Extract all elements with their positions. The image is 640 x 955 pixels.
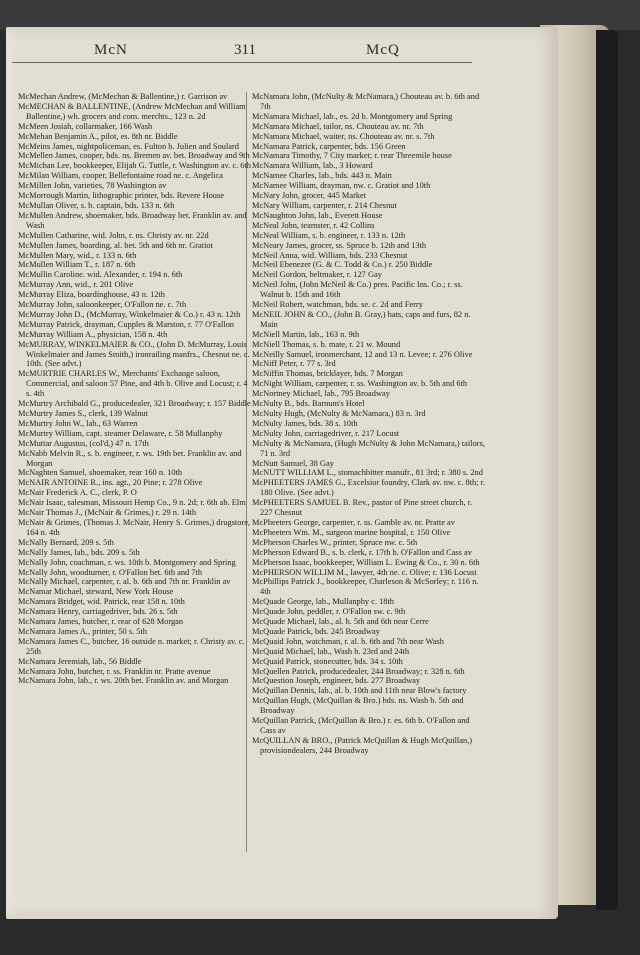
- directory-entry: McMurray John, saloonkeeper, O'Fallon ne. c. 7th: [18, 300, 187, 310]
- directory-entry: McNair Isaac, salesman, Missouri Hemp Co., 9 n. 2d; r. 6th ab. Elm: [18, 498, 246, 508]
- directory-entry: McPherson Edward B., s. b. clerk, r. 17th b. O'Fallon and Cass av: [252, 547, 472, 557]
- directory-entry: McQuade Michael, lab., al. b. 5th and 6th near Cerre: [252, 617, 429, 627]
- directory-entry: McMechan Andrew, (McMechan & Ballentine,) r. Garrison av: [18, 92, 228, 101]
- directory-entry: McMullin Caroline. wid. Alexander, r. 194 n. 6th: [18, 270, 183, 280]
- directory-entry: McQuillan Patrick, (McQuillan & Bro.) r. es. 6th b. O'Fallon and Cass av: [252, 716, 470, 735]
- directory-entry: McQuaid Patrick, stonecutter, bds. 34 s. 10th: [252, 656, 403, 666]
- directory-entry: McNulty B., bds. Barnum's Hotel: [252, 399, 365, 409]
- directory-entry: McMurtry James S., clerk, 139 Walnut: [18, 409, 148, 418]
- directory-entry: McMuttar Augustus, (col'd,) 47 n. 17th: [18, 438, 149, 448]
- directory-entry: McNamara Michael, waiter, ns. Chouteau av. nr. s. 7th: [252, 131, 435, 141]
- left-guide-word: McN: [94, 42, 128, 58]
- directory-entry: McNary William, carpenter, r. 214 Chesnut: [252, 200, 397, 210]
- directory-entry: McQuellen Patrick, producedealer, 244 Broadway; r. 328 n. 6th: [252, 666, 465, 676]
- directory-entry: McMeins James, nightpoliceman, es. Fulton b. Julien and Soulard: [18, 141, 239, 151]
- directory-entry: McMurray John D., (McMurray, Winkelmaier & Co.) r. 43 n. 12th: [18, 309, 241, 319]
- directory-entry: McMullen Mary, wid., r. 133 n. 6th: [18, 250, 137, 260]
- directory-entry: McPHEETERS SAMUEL B. Rev., pastor of Pine street church, r. 227 Chesnut: [252, 498, 473, 518]
- directory-entry: McNamara Michael, lab., es. 2d b. Montgomery and Spring: [252, 111, 453, 121]
- directory-entry: McNeil Anna, wid. William, bds. 233 Chesnut: [252, 250, 408, 260]
- directory-entry: McNamara Patrick, carpenter, bds. 156 Green: [252, 141, 406, 151]
- directory-entry: McNUTT WILLIAM L., stomachbitter manufr., 81 3rd; r. 380 s. 2nd: [252, 468, 483, 478]
- directory-entry: McMURRAY, WINKELMAIER & CO., (John D. McMurray, Louis Winkelmaier and James Smith,) ironrailing manfrs., Chesnut ne. c. 10th. (See advt.): [18, 339, 250, 369]
- directory-entry: McMECHAN & BALLENTINE, (Andrew McMechan and William Ballentine,) wh. grocers and com. merchts., 123 n. 2d: [18, 101, 246, 121]
- directory-entry: McMURTRIE CHARLES W., Merchants' Exchange saloon, Commercial, and saloon 57 Pine, and 4th b. Olive and Locust; r. 4 s. 4th: [18, 369, 248, 399]
- directory-entry: McPHEETERS JAMES G., Excelsior foundry, Clark av. nw. c. 8th; r. 180 Olive. (See advt.): [252, 478, 486, 498]
- directory-entry: McNamara James, butcher, r. rear of 628 Morgan: [18, 617, 184, 627]
- directory-entry: McNamara John, lab., r. ws. 20th bet. Franklin av. and Morgan: [18, 676, 229, 686]
- directory-entry: McMullen William T., r. 187 n. 6th: [18, 260, 136, 270]
- directory-entry: McMilan William, cooper, Bellefontaine road ne. c. Angelica: [18, 171, 223, 181]
- header-rule: [12, 62, 472, 63]
- directory-entry: McNulty James, bds. 38 s. 10th: [252, 418, 358, 428]
- directory-entry: McNabb Melvin R., s. b. engineer, r. ws. 19th bet. Franklin av. and Morgan: [18, 448, 242, 468]
- directory-entry: McNally Michael, carpenter, r. al. b. 6th and 7th nr. Franklin av: [18, 577, 231, 587]
- directory-entry: McNally James, lab., bds. 209 s. 5th: [18, 547, 140, 557]
- directory-entry: McNulty John, carriagedriver, r. 217 Locust: [252, 428, 400, 438]
- directory-entry: McNamara William, lab., 3 Howard: [252, 161, 373, 171]
- directory-entry: McMeen Josiah, collarmaker, 166 Wash: [18, 121, 153, 131]
- directory-entry: McNeal John, teamster, r. 42 Collins: [252, 220, 375, 230]
- directory-entry: McPHERSON WILLIM M., lawyer, 4th ne. c. Olive; r. 136 Locust: [252, 567, 477, 577]
- directory-entry: McNutt Samuel, 38 Gay: [252, 458, 334, 468]
- directory-entry: McNair & Grimes, (Thomas J. McNair, Henry S. Grimes,) drugstore, 164 n. 4th: [18, 517, 251, 537]
- directory-entry: McNamara James C., butcher, 16 outside n. market; r. Christy av. c. 25th: [18, 636, 245, 656]
- right-guide-word: McQ: [366, 42, 400, 58]
- directory-entry: McMichan Lee, bookkeeper, Elijah G. Tuttle, r. Washington av. c. 6th: [18, 161, 251, 171]
- directory-entry: McMullan Oliver, s. b. captain, bds. 133 n. 6th: [18, 200, 175, 210]
- directory-entry: McQuade John, peddler, r. O'Fallon sw. c. 9th: [252, 607, 406, 617]
- left-column: [18, 92, 252, 686]
- directory-entry: McMullen James, boarding, al. bet. 5th and 6th nr. Gratiot: [18, 240, 213, 250]
- directory-entry: McPheeters Wm. M., surgeon marine hospital, r. 150 Olive: [252, 527, 451, 537]
- running-head: [12, 42, 542, 76]
- directory-entry: McQuestion Joseph, engineer, bds. 277 Broadway: [252, 676, 421, 686]
- directory-entry: McQuillan Hugh, (McQuillan & Bro.) bds. ns. Wash b. 5th and Broadway: [252, 696, 464, 716]
- directory-entry: McMillen John, varieties, 78 Washington av: [18, 181, 167, 191]
- directory-entry: McQuade George, lab., Mullanphy c. 18th: [252, 597, 394, 607]
- directory-entry: McNamara John, (McNulty & McNamara,) Chouteau av. b. 6th and 7th: [252, 92, 480, 111]
- directory-entry: McMellen James, cooper, bds. ns. Bremen av. bet. Broadway and 9th: [18, 151, 250, 161]
- directory-entry: McNeil Robert, watchman, bds. se. c. 2d and Ferry: [252, 300, 423, 310]
- directory-entry: McNeal William, s. b. engineer, r. 133 n. 12th: [252, 230, 406, 240]
- directory-entry: McMurtry John W., lab., 63 Warren: [18, 418, 138, 428]
- directory-entry: McNamara Henry, carriagedriver, bds. 26 s. 5th: [18, 607, 178, 617]
- directory-entry: McPhillips Patrick J., bookkeeper, Charleson & McSorley; r. 116 n. 4th: [252, 577, 479, 597]
- directory-entry: McNair Frederick A. C., clerk, P. O: [18, 488, 137, 498]
- directory-entry: McNamee William, drayman, nw. c. Gratiot and 10th: [252, 181, 431, 191]
- directory-entry: McQuaid John, watchman, r. al. b. 6th and 7th near Wash: [252, 636, 444, 646]
- directory-columns: [14, 92, 534, 912]
- directory-entry: McNamara Bridget, wid. Patrick, rear 158 n. 10th: [18, 597, 185, 607]
- right-column: [252, 92, 486, 756]
- directory-entry: McNiff Peter, r. 77 s. 3rd: [252, 359, 336, 369]
- directory-entry: McMurray Ann, wid., r. 201 Olive: [18, 280, 134, 290]
- directory-entry: McNamar Michael, steward, New York House: [18, 587, 174, 597]
- directory-entry: McQuade Patrick, bds. 245 Broadway: [252, 626, 380, 636]
- directory-entry: McQuaid Michael, lab., Wash b. 23rd and 24th: [252, 646, 410, 656]
- directory-entry: McPherson Charles W., printer, Spruce nw. c. 5th: [252, 537, 418, 547]
- directory-entry: McNeilly Samuel, ironmerchant, 12 and 13 n. Levee; r. 276 Olive: [252, 349, 473, 359]
- directory-entry: McNeil Ebenezer (G. & C. Todd & Co.) r. 250 Biddle: [252, 260, 433, 270]
- directory-entry: McNaughton John, lab., Everett House: [252, 210, 383, 220]
- directory-entry: McNortney Michael, lab., 795 Broadway: [252, 389, 390, 399]
- directory-entry: McNeary James, grocer, ss. Spruce b. 12th and 13th: [252, 240, 427, 250]
- directory-entry: McNight William, carpenter, r. ss. Washington av. b. 5th and 6th: [252, 379, 468, 389]
- directory-entry: McNamee Charles, lab., bds. 443 n. Main: [252, 171, 392, 181]
- directory-entry: McNamara Timothy, 7 City market; r. rear Threemile house: [252, 151, 452, 161]
- directory-entry: McPheeters George, carpenter, r. ss. Gamble av. nr. Pratte av: [252, 517, 455, 527]
- directory-entry: McMurray Patrick, drayman, Cupples & Marston, r. 77 O'Fallon: [18, 319, 234, 329]
- page-number: 311: [234, 42, 256, 58]
- directory-entry: McMurray William A., physician, 158 n. 4th: [18, 329, 168, 339]
- directory-entry: McNiell Martin, lab., 163 n. 9th: [252, 329, 360, 339]
- directory-entry: McNaghten Samuel, shoemaker, rear 160 n. 10th: [18, 468, 183, 478]
- directory-entry: McNally John, coachman, r. ws. 10th b. Montgomery and Spring: [18, 557, 236, 567]
- directory-entry: McQuillan Dennis, lab., al. b. 10th and 11th near Blow's factory: [252, 686, 467, 696]
- directory-entry: McNally John, woodturner, r. O'Fallon bet. 6th and 7th: [18, 567, 203, 577]
- directory-entry: McNamara Michael, tailor, ns. Chouteau av. nr. 7th: [252, 121, 424, 131]
- directory-entry: McNeil John, (John McNeil & Co.) pres. Pacific Ins. Co.; r. ss. Walnut b. 15th and 16th: [252, 280, 463, 300]
- directory-entry: McMurray Eliza, boardinghouse, 43 n. 12th: [18, 290, 165, 300]
- directory-entry: McMullen Catharine, wid. John, r. ns. Christy av. nr. 22d: [18, 230, 209, 240]
- directory-entry: McNAIR ANTOINE R., ins. agt., 20 Pine; r. 278 Olive: [18, 478, 203, 488]
- directory-entry: McNair Thomas J., (McNair & Grimes,) r. 29 n. 14th: [18, 508, 197, 518]
- directory-entry: McNeil Gordon, beltmaker, r. 127 Gay: [252, 270, 382, 280]
- book-cover: [596, 30, 618, 910]
- directory-entry: McNally Bernard, 209 s. 5th: [18, 537, 114, 547]
- directory-entry: McMorrough Martin, lithographic printer, bds. Revere House: [18, 191, 224, 201]
- directory-entry: McNamara Jeremiah, lab., 56 Biddle: [18, 656, 142, 666]
- directory-entry: McMurtry William, capt. steamer Delaware, r. 58 Mullanphy: [18, 428, 223, 438]
- directory-entry: McNulty Hugh, (McNulty & McNamara,) 83 n. 3rd: [252, 409, 426, 418]
- directory-entry: McMullen Andrew, shoemaker, bds. Broadway bet. Franklin av. and Wash: [18, 210, 247, 230]
- directory-entry: McNiffin Thomas, bricklayer, bds. 7 Morgan: [252, 369, 403, 379]
- directory-entry: McMehan Benjamin A., pilot, es. 8th nr. Biddle: [18, 131, 178, 141]
- directory-entry: McNamara James A., printer, 50 s. 5th: [18, 626, 147, 636]
- directory-entry: McNiell Thomas, s. b. mate, r. 21 w. Mound: [252, 339, 401, 349]
- directory-entry: McNEIL JOHN & CO., (John B. Gray,) hats, caps and furs, 82 n. Main: [252, 309, 471, 329]
- directory-entry: McNulty & McNamara, (Hugh McNulty & John McNamara,) tailors, 71 n. 3rd: [252, 438, 485, 458]
- directory-entry: McNary John, grocer, 445 Market: [252, 191, 367, 201]
- directory-entry: McNamara John, butcher, r. ss. Franklin nr. Pratte avenue: [18, 666, 211, 676]
- directory-entry: McPherson Isaac, bookkeeper, William L. Ewing & Co., r. 30 n. 6th: [252, 557, 480, 567]
- directory-entry: McMurtry Archibald G., producedealer, 321 Broadway; r. 157 Biddle: [18, 399, 251, 409]
- directory-entry: McQUILLAN & BRO., (Patrick McQuillan & Hugh McQuillan,) provisiondealers, 244 Broadway: [252, 735, 473, 755]
